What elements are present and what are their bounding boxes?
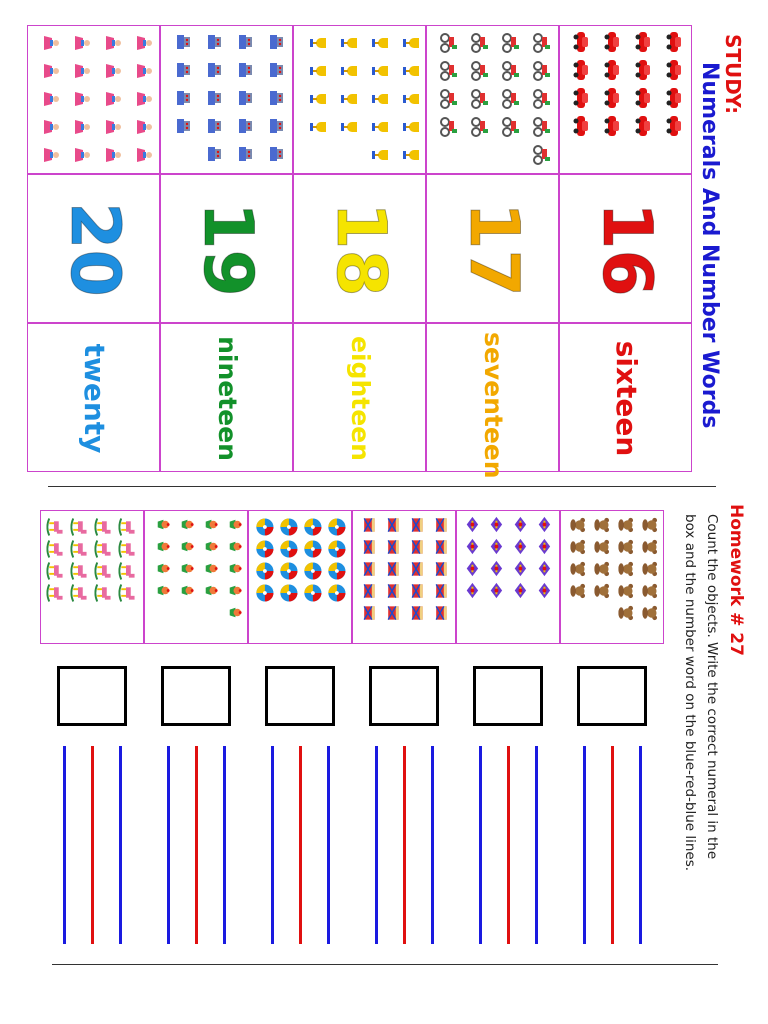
beach-ball-icon xyxy=(300,584,323,603)
cupcake-icon xyxy=(225,584,243,597)
writing-line-blue xyxy=(63,746,66,944)
spinning-top-icon xyxy=(510,537,528,556)
beach-ball-icon xyxy=(276,518,299,537)
study-objects-cell xyxy=(426,25,559,174)
beach-ball-icon xyxy=(300,562,323,581)
cupcake-icon xyxy=(153,518,171,531)
beach-ball-icon xyxy=(252,562,275,581)
study-objects-cell xyxy=(559,25,692,174)
teddy-bear-icon xyxy=(639,516,658,533)
beach-ball-icon xyxy=(324,518,347,537)
beach-ball-icon xyxy=(276,562,299,581)
robot-icon xyxy=(202,144,222,164)
tricycle-icon xyxy=(529,117,551,137)
cupcake-icon xyxy=(225,540,243,553)
trophy-icon xyxy=(367,119,389,135)
beach-ball-icon xyxy=(300,540,323,559)
section-divider-bottom xyxy=(52,964,718,965)
spinning-top-icon xyxy=(462,559,480,578)
drum-icon xyxy=(359,560,378,577)
robot-icon xyxy=(233,144,253,164)
robot-icon xyxy=(171,116,191,136)
drum-icon xyxy=(431,538,450,555)
drum-icon xyxy=(431,560,450,577)
rocking-horse-icon xyxy=(115,539,138,560)
drum-icon xyxy=(359,538,378,555)
trophy-icon xyxy=(305,119,327,135)
robot-icon xyxy=(233,32,253,52)
beach-ball-icon xyxy=(324,584,347,603)
writing-line-red xyxy=(507,746,510,944)
rocking-horse-icon xyxy=(67,539,90,560)
car-icon xyxy=(631,31,651,53)
writing-line-blue xyxy=(167,746,170,944)
tricycle-icon xyxy=(498,89,520,109)
study-number-word: twenty xyxy=(78,343,111,454)
drum-icon xyxy=(407,516,426,533)
robot-icon xyxy=(264,32,284,52)
cupcake-icon xyxy=(153,584,171,597)
trophy-icon xyxy=(305,91,327,107)
study-word-cell xyxy=(559,323,692,472)
writing-line-blue xyxy=(119,746,122,944)
spinning-top-icon xyxy=(510,559,528,578)
tricycle-icon xyxy=(498,33,520,53)
cupcake-icon xyxy=(201,540,219,553)
doll-icon xyxy=(131,146,153,164)
homework-objects-cell xyxy=(456,510,560,644)
teddy-bear-icon xyxy=(567,560,586,577)
study-numeral: 16 xyxy=(587,202,666,297)
writing-line-red xyxy=(611,746,614,944)
homework-objects-cell xyxy=(352,510,456,644)
doll-icon xyxy=(69,118,91,136)
car-icon xyxy=(662,59,682,81)
teddy-bear-icon xyxy=(591,582,610,599)
doll-icon xyxy=(100,90,122,108)
writing-line-red xyxy=(195,746,198,944)
homework-instruction-line1: Count the objects. Write the correct numeral in the xyxy=(704,514,720,860)
drum-icon xyxy=(383,560,402,577)
tricycle-icon xyxy=(529,89,551,109)
cupcake-icon xyxy=(201,584,219,597)
numeral-answer-box[interactable] xyxy=(57,666,127,726)
teddy-bear-icon xyxy=(615,582,634,599)
robot-icon xyxy=(264,60,284,80)
teddy-bear-icon xyxy=(615,604,634,621)
writing-line-blue xyxy=(479,746,482,944)
tricycle-icon xyxy=(498,117,520,137)
study-numeral: 20 xyxy=(55,202,134,297)
car-icon xyxy=(600,87,620,109)
writing-line-blue xyxy=(583,746,586,944)
homework-instruction-line2: box and the number word on the blue-red-blue lines. xyxy=(682,514,698,872)
doll-icon xyxy=(100,62,122,80)
spinning-top-icon xyxy=(462,515,480,534)
study-number-word: seventeen xyxy=(479,332,508,479)
numeral-answer-box[interactable] xyxy=(265,666,335,726)
writing-line-blue xyxy=(327,746,330,944)
rocking-horse-icon xyxy=(91,583,114,604)
drum-icon xyxy=(359,604,378,621)
study-word-cell xyxy=(27,323,160,472)
teddy-bear-icon xyxy=(639,538,658,555)
trophy-icon xyxy=(336,91,358,107)
beach-ball-icon xyxy=(276,584,299,603)
trophy-icon xyxy=(305,63,327,79)
study-number-word: sixteen xyxy=(610,340,643,457)
spinning-top-icon xyxy=(534,581,552,600)
trophy-icon xyxy=(398,91,420,107)
doll-icon xyxy=(131,62,153,80)
spinning-top-icon xyxy=(510,515,528,534)
beach-ball-icon xyxy=(252,584,275,603)
drum-icon xyxy=(407,582,426,599)
study-numeral-cell xyxy=(160,174,293,323)
numeral-answer-box[interactable] xyxy=(577,666,647,726)
teddy-bear-icon xyxy=(639,582,658,599)
drum-icon xyxy=(407,604,426,621)
robot-icon xyxy=(202,60,222,80)
teddy-bear-icon xyxy=(615,560,634,577)
doll-icon xyxy=(131,90,153,108)
doll-icon xyxy=(38,34,60,52)
writing-line-blue xyxy=(271,746,274,944)
beach-ball-icon xyxy=(252,518,275,537)
writing-line-red xyxy=(299,746,302,944)
rocking-horse-icon xyxy=(91,517,114,538)
car-icon xyxy=(662,31,682,53)
homework-objects-cell xyxy=(248,510,352,644)
beach-ball-icon xyxy=(300,518,323,537)
trophy-icon xyxy=(367,63,389,79)
teddy-bear-icon xyxy=(615,538,634,555)
teddy-bear-icon xyxy=(567,538,586,555)
beach-ball-icon xyxy=(324,540,347,559)
rocking-horse-icon xyxy=(43,561,66,582)
car-icon xyxy=(662,87,682,109)
car-icon xyxy=(600,59,620,81)
robot-icon xyxy=(264,116,284,136)
cupcake-icon xyxy=(225,606,243,619)
study-number-word: eighteen xyxy=(346,336,375,461)
cupcake-icon xyxy=(177,562,195,575)
tricycle-icon xyxy=(467,33,489,53)
rocking-horse-icon xyxy=(43,583,66,604)
doll-icon xyxy=(69,146,91,164)
doll-icon xyxy=(69,90,91,108)
spinning-top-icon xyxy=(534,559,552,578)
tricycle-icon xyxy=(436,33,458,53)
drum-icon xyxy=(383,582,402,599)
cupcake-icon xyxy=(201,518,219,531)
writing-line-red xyxy=(91,746,94,944)
trophy-icon xyxy=(398,35,420,51)
trophy-icon xyxy=(398,119,420,135)
numeral-answer-box[interactable] xyxy=(369,666,439,726)
rocking-horse-icon xyxy=(67,583,90,604)
drum-icon xyxy=(383,604,402,621)
beach-ball-icon xyxy=(276,540,299,559)
homework-objects-cell xyxy=(40,510,144,644)
spinning-top-icon xyxy=(462,537,480,556)
numeral-answer-box[interactable] xyxy=(473,666,543,726)
car-icon xyxy=(631,87,651,109)
rocking-horse-icon xyxy=(91,561,114,582)
teddy-bear-icon xyxy=(639,560,658,577)
numeral-answer-box[interactable] xyxy=(161,666,231,726)
homework-objects-cell xyxy=(144,510,248,644)
car-icon xyxy=(631,59,651,81)
rocking-horse-icon xyxy=(115,561,138,582)
robot-icon xyxy=(233,88,253,108)
homework-objects-cell xyxy=(560,510,664,644)
writing-line-blue xyxy=(431,746,434,944)
tricycle-icon xyxy=(467,117,489,137)
rocking-horse-icon xyxy=(91,539,114,560)
tricycle-icon xyxy=(436,61,458,81)
tricycle-icon xyxy=(467,89,489,109)
teddy-bear-icon xyxy=(639,604,658,621)
writing-line-blue xyxy=(535,746,538,944)
trophy-icon xyxy=(398,63,420,79)
trophy-icon xyxy=(336,119,358,135)
doll-icon xyxy=(100,118,122,136)
spinning-top-icon xyxy=(534,537,552,556)
drum-icon xyxy=(359,582,378,599)
study-word-cell xyxy=(293,323,426,472)
spinning-top-icon xyxy=(462,581,480,600)
cupcake-icon xyxy=(177,584,195,597)
tricycle-icon xyxy=(467,61,489,81)
writing-line-blue xyxy=(223,746,226,944)
study-objects-cell xyxy=(293,25,426,174)
rocking-horse-icon xyxy=(115,583,138,604)
spinning-top-icon xyxy=(486,581,504,600)
study-objects-cell xyxy=(27,25,160,174)
rocking-horse-icon xyxy=(43,517,66,538)
study-numeral: 19 xyxy=(188,202,267,297)
car-icon xyxy=(569,59,589,81)
trophy-icon xyxy=(398,147,420,163)
drum-icon xyxy=(431,582,450,599)
cupcake-icon xyxy=(177,540,195,553)
car-icon xyxy=(631,115,651,137)
cupcake-icon xyxy=(153,562,171,575)
car-icon xyxy=(600,31,620,53)
teddy-bear-icon xyxy=(615,516,634,533)
study-number-word: nineteen xyxy=(213,336,242,461)
drum-icon xyxy=(407,560,426,577)
tricycle-icon xyxy=(529,145,551,165)
doll-icon xyxy=(100,146,122,164)
trophy-icon xyxy=(336,35,358,51)
drum-icon xyxy=(359,516,378,533)
cupcake-icon xyxy=(153,540,171,553)
rocking-horse-icon xyxy=(67,561,90,582)
car-icon xyxy=(569,115,589,137)
study-word-cell xyxy=(426,323,559,479)
teddy-bear-icon xyxy=(567,516,586,533)
trophy-icon xyxy=(367,35,389,51)
cupcake-icon xyxy=(177,518,195,531)
writing-line-blue xyxy=(639,746,642,944)
doll-icon xyxy=(38,90,60,108)
robot-icon xyxy=(202,116,222,136)
drum-icon xyxy=(407,538,426,555)
teddy-bear-icon xyxy=(591,538,610,555)
trophy-icon xyxy=(305,35,327,51)
cupcake-icon xyxy=(225,562,243,575)
car-icon xyxy=(662,115,682,137)
study-objects-cell xyxy=(160,25,293,174)
drum-icon xyxy=(383,538,402,555)
drum-icon xyxy=(431,604,450,621)
tricycle-icon xyxy=(529,61,551,81)
teddy-bear-icon xyxy=(591,516,610,533)
robot-icon xyxy=(171,32,191,52)
cupcake-icon xyxy=(225,518,243,531)
beach-ball-icon xyxy=(252,540,275,559)
doll-icon xyxy=(38,118,60,136)
beach-ball-icon xyxy=(324,562,347,581)
study-numeral: 17 xyxy=(454,202,533,297)
trophy-icon xyxy=(367,147,389,163)
doll-icon xyxy=(38,62,60,80)
robot-icon xyxy=(233,116,253,136)
doll-icon xyxy=(131,118,153,136)
spinning-top-icon xyxy=(486,537,504,556)
car-icon xyxy=(600,115,620,137)
study-numeral-cell xyxy=(293,174,426,323)
car-icon xyxy=(569,31,589,53)
doll-icon xyxy=(131,34,153,52)
tricycle-icon xyxy=(436,89,458,109)
study-title: Numerals And Number Words xyxy=(697,62,722,429)
homework-title: Homework # 27 xyxy=(726,504,746,656)
writing-line-red xyxy=(403,746,406,944)
robot-icon xyxy=(202,32,222,52)
spinning-top-icon xyxy=(486,559,504,578)
doll-icon xyxy=(69,62,91,80)
drum-icon xyxy=(431,516,450,533)
robot-icon xyxy=(264,88,284,108)
tricycle-icon xyxy=(436,117,458,137)
robot-icon xyxy=(233,60,253,80)
rocking-horse-icon xyxy=(67,517,90,538)
doll-icon xyxy=(38,146,60,164)
drum-icon xyxy=(383,516,402,533)
study-numeral-cell xyxy=(426,174,559,323)
teddy-bear-icon xyxy=(567,582,586,599)
study-numeral: 18 xyxy=(321,202,400,297)
study-numeral-cell xyxy=(27,174,160,323)
tricycle-icon xyxy=(498,61,520,81)
section-divider-top xyxy=(48,486,716,487)
trophy-icon xyxy=(336,63,358,79)
robot-icon xyxy=(171,60,191,80)
rocking-horse-icon xyxy=(115,517,138,538)
doll-icon xyxy=(100,34,122,52)
robot-icon xyxy=(171,88,191,108)
writing-line-blue xyxy=(375,746,378,944)
robot-icon xyxy=(264,144,284,164)
trophy-icon xyxy=(367,91,389,107)
teddy-bear-icon xyxy=(591,560,610,577)
robot-icon xyxy=(202,88,222,108)
spinning-top-icon xyxy=(510,581,528,600)
rocking-horse-icon xyxy=(43,539,66,560)
cupcake-icon xyxy=(201,562,219,575)
study-numeral-cell xyxy=(559,174,692,323)
doll-icon xyxy=(69,34,91,52)
study-label: STUDY: xyxy=(721,34,745,115)
spinning-top-icon xyxy=(486,515,504,534)
tricycle-icon xyxy=(529,33,551,53)
spinning-top-icon xyxy=(534,515,552,534)
study-word-cell xyxy=(160,323,293,472)
car-icon xyxy=(569,87,589,109)
